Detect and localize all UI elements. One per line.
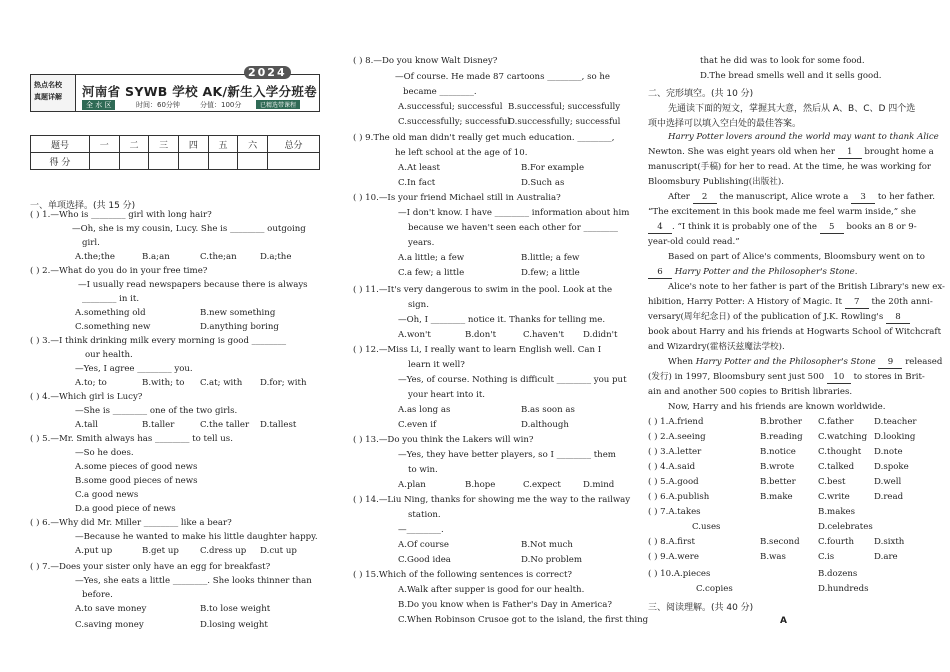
passage-text: the 20th anni- (871, 297, 933, 307)
passage-line: manuscript(手稿) for her to read. At the time, he was working for (648, 162, 932, 172)
q6-option-b[interactable]: B.get up (142, 546, 179, 556)
q10-line4: years. (408, 238, 435, 248)
cloze6-option-a[interactable]: ( ) 6.A.publish (648, 492, 710, 502)
blank-1[interactable]: 1 (838, 147, 862, 159)
q4-option-d[interactable]: D.tallest (260, 420, 297, 430)
cloze10-option-b[interactable]: B.dozens (818, 569, 858, 579)
passage-line: “The excitement in this book made me feel warm inside,” she (648, 207, 916, 217)
q14-option-b[interactable]: B.Not much (521, 540, 573, 550)
cloze3-option-c[interactable]: C.thought (818, 447, 862, 457)
side-label-hot: 热点名校 (34, 81, 62, 89)
cloze2-option-b[interactable]: B.reading (760, 432, 803, 442)
q4-line1: ( ) 4.—Which girl is Lucy? (30, 392, 143, 402)
passage-line: and Wizardry(霍格沃兹魔法学校). (648, 342, 785, 352)
q9-option-d[interactable]: D.Such as (521, 178, 565, 188)
q13-option-d[interactable]: D.mind (583, 480, 615, 490)
q11-option-b[interactable]: B.don't (465, 330, 497, 340)
q1-line1: ( ) 1.—Who is ________ girl with long hair? (30, 210, 212, 220)
cloze7-option-d[interactable]: D.celebrates (818, 522, 873, 532)
q10-line1: ( ) 10.—Is your friend Michael still in Australia? (353, 193, 561, 203)
q2-option-d[interactable]: D.anything boring (200, 322, 279, 332)
passage-text: released (905, 357, 943, 367)
passage-line: Based on part of Alice's comments, Bloomsbury went on to (668, 252, 925, 262)
q4-option-a[interactable]: A.tall (75, 420, 99, 430)
year-badge: 2024 (244, 66, 291, 79)
q7-option-b[interactable]: B.to lose weight (200, 604, 271, 614)
q7-option-d[interactable]: D.losing weight (200, 620, 268, 630)
score-cell: 六 (238, 136, 268, 153)
q4-option-c[interactable]: C.the taller (200, 420, 250, 430)
cloze5-option-d[interactable]: D.well (874, 477, 902, 487)
q7-line1: ( ) 7.—Does your sister only have an egg for breakfast? (30, 562, 271, 572)
score-cell: 总分 (268, 136, 320, 153)
passage-line (648, 297, 933, 309)
passage-line (648, 312, 910, 324)
q1-option-d[interactable]: D.a;the (260, 252, 292, 262)
q9-option-c[interactable]: C.In fact (398, 178, 436, 188)
section2-title: 二、完形填空。(共 10 分) (648, 89, 754, 99)
q5-option-a[interactable]: A.some pieces of good news (75, 462, 198, 472)
q8-line3: became ________. (403, 87, 477, 97)
cloze3-option-d[interactable]: D.note (874, 447, 903, 457)
q12-option-d[interactable]: D.although (521, 420, 569, 430)
blank-6[interactable]: 6 (648, 267, 672, 279)
q3-line3: —Yes, I agree ________ you. (75, 364, 193, 374)
q5-line1: ( ) 5.—Mr. Smith always has ________ to tell us. (30, 434, 233, 444)
score-input-cell[interactable] (89, 153, 119, 170)
passage-text: After (668, 192, 690, 202)
cloze1-option-a[interactable]: ( ) 1.A.friend (648, 417, 704, 427)
cloze5-option-b[interactable]: B.better (760, 477, 796, 487)
section1-title: 一、单项选择。(共 15 分) (30, 201, 136, 211)
info-pill: 全 水 区 (82, 100, 115, 110)
q13-line2: —Yes, they have better players, so I ________ them (398, 450, 616, 460)
q6-line1: ( ) 6.—Why did Mr. Miller ________ like a bear? (30, 518, 232, 528)
score-input-cell[interactable] (208, 153, 238, 170)
blank-2[interactable]: 2 (693, 192, 717, 204)
cloze10-option-a[interactable]: ( ) 10.A.pieces (648, 569, 711, 579)
q6-line2: —Because he wanted to make his little daughter happy. (75, 532, 318, 542)
score-cell: 题号 (31, 136, 90, 153)
passage-text: Newton. She was eight years old when her (648, 147, 835, 157)
q12-line3: —Yes, of course. Nothing is difficult ________ you put (398, 375, 627, 385)
q3-option-c[interactable]: C.at; with (200, 378, 243, 388)
score-input-cell[interactable] (178, 153, 208, 170)
q10-option-b[interactable]: B.little; a few (521, 253, 580, 263)
score-label: 分值：100分 (200, 101, 242, 109)
section3-subtitle: A (780, 616, 787, 626)
cloze9-option-a[interactable]: ( ) 9.A.were (648, 552, 699, 562)
q12-line4: your heart into it. (408, 390, 486, 400)
q11-line1: ( ) 11.—It's very dangerous to swim in the pool. Look at the (353, 285, 613, 295)
q12-option-c[interactable]: C.even if (398, 420, 437, 430)
q7-option-c[interactable]: C.saving money (75, 620, 144, 630)
q3-option-b[interactable]: B.with; to (142, 378, 185, 388)
q2-line1: ( ) 2.—What do you do in your free time? (30, 266, 208, 276)
q7-line3: before. (82, 590, 113, 600)
q1-option-a[interactable]: A.the;the (75, 252, 115, 262)
cloze6-option-c[interactable]: C.write (818, 492, 850, 502)
cloze3-option-a[interactable]: ( ) 3.A.letter (648, 447, 702, 457)
passage-text: to her father. (877, 192, 935, 202)
blank-10[interactable]: 10 (827, 372, 851, 384)
cloze10-option-d[interactable]: D.hundreds (818, 584, 869, 594)
passage-line (648, 267, 857, 279)
passage-text: books an 8 or 9- (846, 222, 917, 232)
q15-option-b[interactable]: B.Do you know when is Father's Day in America? (398, 600, 612, 610)
q8-line1: ( ) 8.—Do you know Walt Disney? (353, 56, 498, 66)
cloze2-option-c[interactable]: C.watching (818, 432, 868, 442)
passage-line: book about Harry and his friends at Hogwarts School of Witchcraft (648, 327, 942, 337)
q10-option-a[interactable]: A.a little; a few (398, 253, 465, 263)
cloze9-option-d[interactable]: D.are (874, 552, 898, 562)
score-input-cell[interactable] (119, 153, 149, 170)
q2-line3: ________ in it. (82, 294, 140, 304)
passage-text: to stores in Brit- (853, 372, 925, 382)
q6-option-c[interactable]: C.dress up (200, 546, 247, 556)
passage-text: versary(周年纪念日) of the publication of J.K. Rowling's (648, 312, 884, 322)
q3-line2: our health. (85, 350, 133, 360)
q15-option-d[interactable]: D.The bread smells well and it sells good. (700, 71, 882, 81)
q4-option-b[interactable]: B.taller (142, 420, 175, 430)
q5-option-b[interactable]: B.some good pieces of news (75, 476, 198, 486)
passage-text: . “I think it is probably one of the (672, 222, 817, 232)
score-input-cell[interactable] (268, 153, 320, 170)
passage-text: hibition, Harry Potter: A History of Magic. It (648, 297, 842, 307)
cloze1-option-c[interactable]: C.father (818, 417, 854, 427)
cloze8-option-b[interactable]: B.second (760, 537, 800, 547)
passage-line: Harry Potter lovers around the world may want to thank Alice (668, 132, 939, 142)
q15-line1: ( ) 15.Which of the following sentences is correct? (353, 570, 573, 580)
brand-pill: 已精选带课程 (256, 100, 300, 109)
score-cell: 得 分 (31, 153, 90, 170)
exam-header (30, 66, 320, 124)
blank-9[interactable]: 9 (878, 357, 902, 369)
section2-intro1: 先通读下面的短文，掌握其大意，然后从 A、B、C、D 四个选 (668, 104, 916, 114)
q10-line3: because we haven't seen each other for ________ (408, 223, 618, 233)
q11-line3: —Oh, I ________ notice it. Thanks for telling me. (398, 315, 606, 325)
time-label: 时间：60分钟 (136, 101, 180, 109)
q12-line1: ( ) 12.—Miss Li, I really want to learn English well. Can I (353, 345, 602, 355)
section3-title: 三、阅读理解。(共 40 分) (648, 603, 754, 613)
q15-option-a[interactable]: A.Walk after supper is good for our health. (398, 585, 585, 595)
side-label-detail: 真题详解 (34, 93, 62, 101)
q8-option-b[interactable]: B.successful; successfully (508, 102, 621, 112)
q10-line2: —I don't know. I have ________ information about him (398, 208, 630, 218)
passage-line: year-old could read.” (648, 237, 740, 247)
q2-option-c[interactable]: C.something new (75, 322, 151, 332)
q15-option-c[interactable]: C.When Robinson Crusoe got to the island, the first thing (398, 615, 649, 625)
cloze3-option-b[interactable]: B.notice (760, 447, 796, 457)
q1-line3: girl. (82, 238, 100, 248)
q14-option-d[interactable]: D.No problem (521, 555, 583, 565)
cloze5-option-a[interactable]: ( ) 5.A.good (648, 477, 699, 487)
cloze1-option-d[interactable]: D.teacher (874, 417, 917, 427)
cloze1-option-b[interactable]: B.brother (760, 417, 803, 427)
q1-option-b[interactable]: B.a;an (142, 252, 170, 262)
score-input-cell[interactable] (149, 153, 179, 170)
q1-option-c[interactable]: C.the;an (200, 252, 237, 262)
q13-line3: to win. (408, 465, 438, 475)
q8-option-c[interactable]: C.successfully; successful (398, 117, 511, 127)
passage-text: Harry Potter and the Philosopher's Stone (695, 357, 876, 367)
passage-line (648, 222, 917, 234)
section2-intro2: 项中选择可以填入空白处的最佳答案。 (648, 119, 802, 129)
q7-option-a[interactable]: A.to save money (75, 604, 147, 614)
q14-line2: station. (408, 510, 441, 520)
score-input-cell[interactable] (238, 153, 268, 170)
q10-option-c[interactable]: C.a few; a little (398, 268, 465, 278)
passage-line: ain and another 500 copies to British libraries. (648, 387, 853, 397)
passage-line: Now, Harry and his friends are known worldwide. (668, 402, 886, 412)
score-cell: 三 (149, 136, 179, 153)
score-cell: 五 (208, 136, 238, 153)
q2-option-a[interactable]: A.something old (75, 308, 146, 318)
q11-option-c[interactable]: C.haven't (523, 330, 564, 340)
q6-option-d[interactable]: D.cut up (260, 546, 297, 556)
q13-line1: ( ) 13.—Do you think the Lakers will win? (353, 435, 534, 445)
cloze10-option-c[interactable]: C.copies (696, 584, 733, 594)
q13-option-b[interactable]: B.hope (465, 480, 496, 490)
passage-text: When (668, 357, 693, 367)
passage-line: Alice's note to her father is part of the British Library's new ex- (668, 282, 945, 292)
blank-8[interactable]: 8 (886, 312, 910, 324)
cloze8-option-d[interactable]: D.sixth (874, 537, 905, 547)
q12-option-b[interactable]: B.as soon as (521, 405, 575, 415)
q13-option-c[interactable]: C.expect (523, 480, 561, 490)
q13-option-a[interactable]: A.plan (398, 480, 426, 490)
q1-line2: —Oh, she is my cousin, Lucy. She is ________ outgoing (72, 224, 306, 234)
q3-option-a[interactable]: A.to; to (75, 378, 107, 388)
cloze4-option-a[interactable]: ( ) 4.A.said (648, 462, 696, 472)
blank-4[interactable]: 4 (648, 222, 672, 234)
cloze4-option-d[interactable]: D.spoke (874, 462, 909, 472)
blank-7[interactable]: 7 (845, 297, 869, 309)
cloze7-option-b[interactable]: B.makes (818, 507, 856, 517)
exam-title: 河南省 SYWB 学校 AK/新生入学分班卷 (82, 84, 317, 99)
passage-text: (发行) in 1997, Bloomsbury sent just 500 (648, 372, 825, 382)
q9-line2: he left school at the age of 10. (395, 148, 528, 158)
passage-line (648, 372, 925, 384)
q2-line2: —I usually read newspapers because there is always (78, 280, 308, 290)
q4-line2: —She is ________ one of the two girls. (75, 406, 238, 416)
q14-line1: ( ) 14.—Liu Ning, thanks for showing me the way to the railway (353, 495, 631, 505)
score-cell: 四 (178, 136, 208, 153)
score-table (30, 135, 320, 170)
q9-line1: ( ) 9.The old man didn't really get much education. ________, (353, 133, 615, 143)
q3-option-d[interactable]: D.for; with (260, 378, 307, 388)
q8-line2: —Of course. He made 87 cartoons ________, so he (395, 72, 611, 82)
q2-option-b[interactable]: B.new something (200, 308, 276, 318)
passage-text: brought home a (864, 147, 934, 157)
passage-text: the manuscript, Alice wrote a (719, 192, 849, 202)
q11-option-a[interactable]: A.won't (398, 330, 431, 340)
passage-line (668, 192, 935, 204)
q11-line2: sign. (408, 300, 429, 310)
cloze9-option-c[interactable]: C.is (818, 552, 835, 562)
blank-3[interactable]: 3 (851, 192, 875, 204)
q6-option-a[interactable]: A.put up (75, 546, 113, 556)
q15-option-c-cont: that he did was to look for some food. (700, 56, 865, 66)
q10-option-d[interactable]: D.few; a little (521, 268, 580, 278)
passage-line (668, 357, 942, 369)
passage-line (648, 147, 934, 159)
cloze8-option-c[interactable]: C.fourth (818, 537, 854, 547)
q12-option-a[interactable]: A.as long as (398, 405, 451, 415)
cloze6-option-d[interactable]: D.read (874, 492, 904, 502)
q14-option-c[interactable]: C.Good idea (398, 555, 451, 565)
cloze7-option-a[interactable]: ( ) 7.A.takes (648, 507, 701, 517)
blank-5[interactable]: 5 (820, 222, 844, 234)
q14-option-a[interactable]: A.Of course (398, 540, 450, 550)
q5-option-c[interactable]: C.a good news (75, 490, 139, 500)
q9-option-a[interactable]: A.At least (398, 163, 440, 173)
q12-line2: learn it well? (408, 360, 465, 370)
passage-line: Bloomsbury Publishing(出版社). (648, 177, 784, 187)
q8-option-d[interactable]: D.successfully; successful (508, 117, 621, 127)
cloze5-option-c[interactable]: C.best (818, 477, 846, 487)
passage-text: Harry Potter and the Philosopher's Stone. (674, 267, 858, 277)
q5-option-d[interactable]: D.a good piece of news (75, 504, 176, 514)
q11-option-d[interactable]: D.didn't (583, 330, 618, 340)
cloze4-option-c[interactable]: C.talked (818, 462, 855, 472)
cloze6-option-b[interactable]: B.make (760, 492, 793, 502)
q9-option-b[interactable]: B.For example (521, 163, 585, 173)
q5-line2: —So he does. (75, 448, 134, 458)
q8-option-a[interactable]: A.successful; successful (398, 102, 503, 112)
cloze8-option-a[interactable]: ( ) 8.A.first (648, 537, 696, 547)
cloze7-option-c[interactable]: C.uses (692, 522, 721, 532)
cloze2-option-a[interactable]: ( ) 2.A.seeing (648, 432, 706, 442)
q3-line1: ( ) 3.—I think drinking milk every morning is good ________ (30, 336, 287, 346)
cloze2-option-d[interactable]: D.looking (874, 432, 916, 442)
cloze4-option-b[interactable]: B.wrote (760, 462, 795, 472)
cloze9-option-b[interactable]: B.was (760, 552, 786, 562)
score-cell: 一 (89, 136, 119, 153)
q14-line3: —________. (398, 525, 444, 535)
q7-line2: —Yes, she eats a little ________. She looks thinner than (75, 576, 312, 586)
score-cell: 二 (119, 136, 149, 153)
